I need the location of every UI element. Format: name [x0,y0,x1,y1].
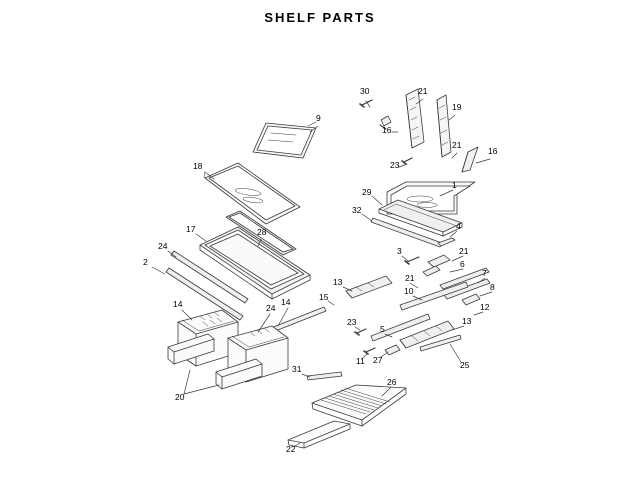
callout-31: 31 [292,364,302,374]
part-13-bracket-upper [346,276,392,298]
callout-19: 19 [452,102,462,112]
part-21-rail-left [406,89,424,148]
part-23-screw [402,158,412,164]
callout-27: 27 [373,355,383,365]
callout-16-right: 16 [488,146,498,156]
part-11-screw [364,348,375,354]
callout-23-lower: 23 [347,317,357,327]
callout-15: 15 [319,292,329,302]
callout-13-upper: 13 [333,277,343,287]
callout-24-lower: 24 [266,303,276,313]
callout-4: 4 [456,221,461,231]
callout-10: 10 [404,286,414,296]
part-6-clip [428,255,450,267]
callout-21-right: 21 [452,140,462,150]
page-title: SHELF PARTS [264,10,376,25]
part-19-rail-right [437,95,451,157]
callout-32: 32 [352,205,362,215]
callout-25: 25 [460,360,470,370]
callout-29: 29 [362,187,372,197]
part-22-front [288,421,350,448]
part-26-pan [312,385,406,426]
callout-24-upper: 24 [158,241,168,251]
callout-28: 28 [257,227,267,237]
callout-21-mid: 21 [459,246,469,256]
part-9-shelf [253,123,316,158]
callout-3: 3 [397,246,402,256]
part-18-shelf [205,163,300,224]
callout-13-lower: 13 [462,316,472,326]
part-31-rail [307,372,342,380]
callout-1: 1 [452,180,457,190]
callout-16-left: 16 [382,125,392,135]
callout-7: 7 [482,268,487,278]
part-17-frame [200,227,310,299]
callout-21-top-left: 21 [418,86,428,96]
callout-14-right: 14 [281,297,291,307]
callout-12: 12 [480,302,490,312]
part-23-screw-lower [355,329,366,335]
callout-11: 11 [356,356,365,366]
callout-21-lower: 21 [405,273,415,283]
callout-6: 6 [460,259,465,269]
callout-17: 17 [186,224,196,234]
callout-8: 8 [490,282,495,292]
callout-22: 22 [286,444,296,454]
callout-14-left: 14 [173,299,183,309]
callout-18: 18 [193,161,203,171]
part-16-bracket-right [462,147,478,172]
callout-23-upper: 23 [390,160,400,170]
part-27-clip [385,345,400,355]
part-4-endcap [438,238,455,246]
part-12-clip [462,294,480,305]
callout-26: 26 [387,377,397,387]
callout-30: 30 [360,86,370,96]
callout-20: 20 [175,392,185,402]
callout-9: 9 [316,113,321,123]
callout-2: 2 [143,257,148,267]
callout-5: 5 [380,324,385,334]
part-21-clip [423,266,440,276]
